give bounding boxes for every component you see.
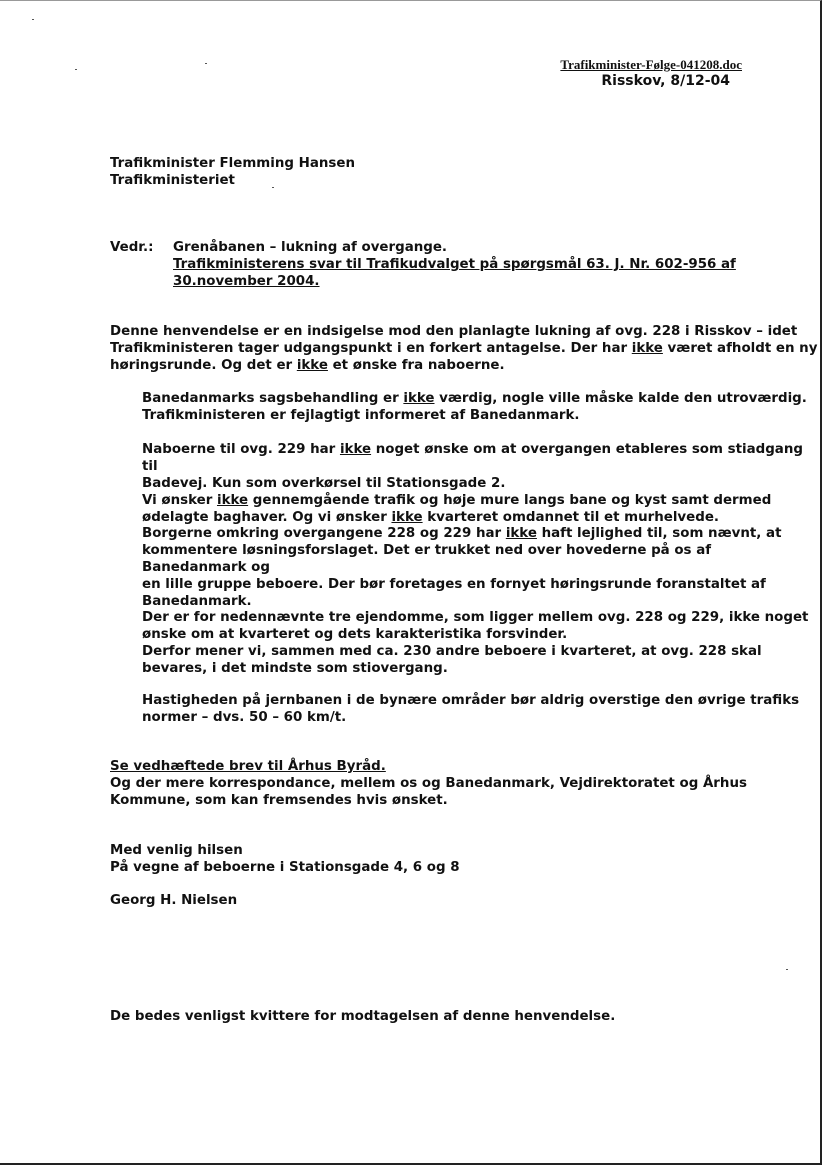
- subject-label: Vedr.:: [110, 240, 154, 255]
- closing-block: [110, 842, 460, 876]
- attachment-reference: Se vedhæftede brev til Århus Byråd.: [110, 759, 386, 774]
- intro-line: Trafikministeren tager udgangspunkt i en forkert antagelse. Der har ikke været afholdt en ny: [110, 341, 818, 356]
- intro-line: høringsrunde. Og det er ikke et ønske fra naboerne.: [110, 358, 505, 373]
- subject-reference-line2: 30.november 2004.: [173, 274, 320, 289]
- intro-line: Denne henvendelse er en indsigelse mod den planlagte lukning af ovg. 228 i Risskov – idet: [110, 324, 798, 339]
- paragraph-borgerne: Borgerne omkring overgangene 228 og 229 har ikke haft lejlighed til, som nævnt, at kommentere løsningsforslaget. Det er trukket ned over hovederne på os af Banedanmark og en lille gruppe beboere. Der bør foretages en fornyet høringsrunde foranstaltet af Banedanmark.: [142, 526, 782, 609]
- recipient-name: Trafikminister Flemming Hansen: [110, 156, 355, 171]
- closing-greeting: Med venlig hilsen: [110, 843, 243, 858]
- recipient-org: Trafikministeriet: [110, 173, 235, 188]
- recipient-block: [110, 155, 355, 189]
- paragraph-hastighed: Hastigheden på jernbanen i de bynære områder bør aldrig overstige den øvrige trafiks normer – dvs. 50 – 60 km/t.: [142, 693, 800, 725]
- signature-name: Georg H. Nielsen: [110, 893, 238, 908]
- subject-block: [173, 239, 736, 290]
- place-date: Risskov, 8/12-04: [601, 73, 730, 89]
- scan-speck: [786, 969, 788, 970]
- scan-speck: [205, 63, 207, 64]
- closing-behalf: På vegne af beboerne i Stationsgade 4, 6 og 8: [110, 860, 460, 875]
- scan-speck: [75, 69, 77, 70]
- subject-title: Grenåbanen – lukning af overgange.: [173, 240, 448, 255]
- subject-reference-line1: Trafikministerens svar til Trafikudvalget på spørgsmål 63. J. Nr. 602-956 af: [173, 257, 736, 272]
- paragraph-ejendomme: Der er for nedennævnte tre ejendomme, som ligger mellem ovg. 228 og 229, ikke noget ønske om at kvarteret og dets karakteristika forsvinder. Derfor mener vi, sammen med ca. 230 andre beboere i kvarteret, at ovg. 228 skal bevares, i det mindste som stiovergang.: [142, 610, 809, 676]
- paragraph-naboerne: Naboerne til ovg. 229 har ikke noget ønske om at overgangen etableres som stiadgang til Badevej. Kun som overkørsel til Stationsgade 2. Vi ønsker ikke gennemgående trafik og høje mure langs bane og kyst samt dermed ødelagte baghaver. Og vi ønsker ikke kvarteret omdannet til et murhelvede.: [142, 442, 803, 525]
- receipt-request: De bedes venligst kvittere for modtagelsen af denne henvendelse.: [110, 1009, 616, 1024]
- document-filename: Trafikminister-Følge-041208.doc: [560, 57, 742, 72]
- paragraph-sagsbehandling: Banedanmarks sagsbehandling er ikke værdig, nogle ville måske kalde den utroværdig. Trafikministeren er fejlagtigt informeret af Banedanmark.: [142, 391, 807, 423]
- attachment-paragraph: Se vedhæftede brev til Århus Byråd. Og der mere korrespondance, mellem os og Banedanmark, Vejdirektoratet og Århus Kommune, som kan fremsendes hvis ønsket.: [110, 759, 747, 808]
- scan-speck: [32, 19, 34, 20]
- intro-paragraph: [110, 323, 817, 374]
